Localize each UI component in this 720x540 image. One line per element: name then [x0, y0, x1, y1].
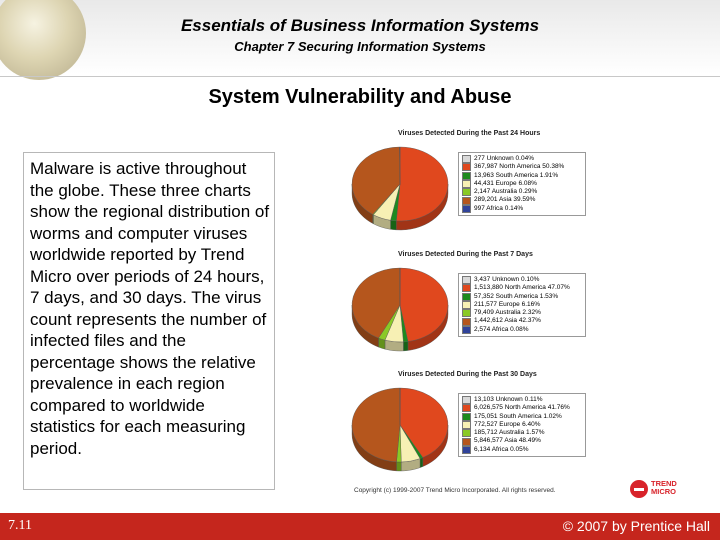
legend-item [462, 421, 582, 429]
pie-slice-side [403, 341, 408, 350]
legend-label: 277 Unknown 0.04% [474, 155, 534, 162]
legend-item [462, 293, 582, 301]
legend-item [462, 284, 582, 292]
legend-item [462, 276, 582, 284]
legend-swatch [462, 284, 471, 292]
legend-swatch [462, 404, 471, 412]
legend-item [462, 188, 582, 196]
legend-label: 211,577 Europe 6.16% [474, 300, 541, 308]
legend-item [462, 155, 582, 163]
legend-swatch [462, 301, 471, 309]
legend-swatch [462, 309, 471, 317]
legend-swatch [462, 172, 471, 180]
legend-label: 13,103 Unknown 0.11% [474, 396, 543, 403]
legend-label: 997 Africa 0.14% [474, 204, 524, 212]
legend-label: 57,352 South America 1.53% [474, 292, 559, 300]
pie-chart [350, 383, 454, 479]
legend-swatch [462, 318, 471, 326]
legend-item [462, 163, 582, 171]
legend-item [462, 205, 582, 213]
legend-label: 772,527 Europe 6.40% [474, 420, 541, 428]
legend-swatch [462, 438, 471, 446]
legend-label: 5,846,577 Asia 48.49% [474, 437, 541, 445]
legend-label: 6,026,575 North America 41.76% [474, 404, 570, 412]
legend-label: 3,437 Unknown 0.10% [474, 276, 540, 283]
legend-item [462, 309, 582, 317]
legend-swatch [462, 429, 471, 437]
legend-swatch [462, 326, 471, 334]
legend-label: 175,051 South America 1.02% [474, 412, 562, 420]
legend-label: 1,513,880 North America 47.07% [474, 284, 570, 292]
legend-item [462, 404, 582, 412]
chart-title: Viruses Detected During the Past 7 Days [398, 251, 533, 258]
legend-item [462, 396, 582, 404]
chart-title: Viruses Detected During the Past 30 Days [398, 371, 537, 378]
legend-item [462, 196, 582, 204]
legend-swatch [462, 205, 471, 213]
chart-legend [458, 152, 586, 216]
trend-micro-logo [630, 478, 688, 502]
chart-legend [458, 273, 586, 337]
legend-label: 2,574 Africa 0.08% [474, 325, 529, 333]
description-text: Malware is active throughout the globe. These three charts show the regional distribution of worms and computer viruses worldwide reported by Trend Micro over periods of 24 hours, 7 days, and 30 days. The virus count represents the number of infected files and the percentage shows the relative prevalence in each region compared to worldwide statistics for each measuring period. [30, 159, 270, 458]
legend-label: 44,431 Europe 6.08% [474, 179, 537, 187]
legend-label: 13,963 South America 1.91% [474, 171, 559, 179]
pie-slice-side [396, 462, 401, 471]
trend-logo-line1: TREND [651, 479, 677, 488]
legend-swatch [462, 180, 471, 188]
legend-item [462, 301, 582, 309]
legend-item [462, 172, 582, 180]
pie-slice-side [391, 220, 397, 230]
footer-bar [0, 513, 720, 540]
legend-label: 289,201 Asia 39.59% [474, 196, 536, 204]
slide-number: 7.11 [8, 518, 32, 533]
header-divider [0, 76, 720, 77]
legend-label: 2,147 Australia 0.29% [474, 188, 538, 196]
legend-item [462, 437, 582, 445]
legend-item [462, 317, 582, 325]
legend-item [462, 180, 582, 188]
pie-chart [350, 142, 454, 238]
legend-label: 1,442,612 Asia 42.37% [474, 317, 541, 325]
legend-swatch [462, 155, 471, 163]
legend-item [462, 413, 582, 421]
legend-swatch [462, 163, 471, 171]
legend-item [462, 446, 582, 454]
legend-item [462, 429, 582, 437]
legend-label: 367,987 North America 50.38% [474, 163, 565, 171]
footer-copyright: © 2007 by Prentice Hall [562, 518, 710, 534]
legend-swatch [462, 188, 471, 196]
legend-label: 6,134 Africa 0.05% [474, 445, 529, 453]
description-box [23, 152, 275, 490]
pie-slice-side [420, 458, 423, 468]
trend-logo-text [651, 480, 677, 496]
legend-swatch [462, 293, 471, 301]
header-band [0, 0, 720, 74]
legend-label: 79,409 Australia 2.32% [474, 309, 541, 317]
trend-copyright: Copyright (c) 1999-2007 Trend Micro Incorporated. All rights reserved. [354, 487, 556, 494]
legend-swatch [462, 276, 471, 284]
chart-legend [458, 393, 586, 457]
main-title: Essentials of Business Information Systems [180, 16, 540, 35]
pie-chart [350, 263, 454, 359]
legend-swatch [462, 413, 471, 421]
trend-logo-icon [630, 480, 648, 498]
legend-label: 185,712 Australia 1.57% [474, 429, 545, 437]
chart-title: Viruses Detected During the Past 24 Hours [398, 130, 541, 137]
legend-swatch [462, 421, 471, 429]
chapter-title: Chapter 7 Securing Information Systems [234, 39, 486, 54]
legend-swatch [462, 446, 471, 454]
legend-swatch [462, 197, 471, 205]
legend-item [462, 326, 582, 334]
slide-title: System Vulnerability and Abuse [208, 86, 512, 108]
trend-logo-line2: MICRO [651, 487, 676, 496]
legend-swatch [462, 396, 471, 404]
